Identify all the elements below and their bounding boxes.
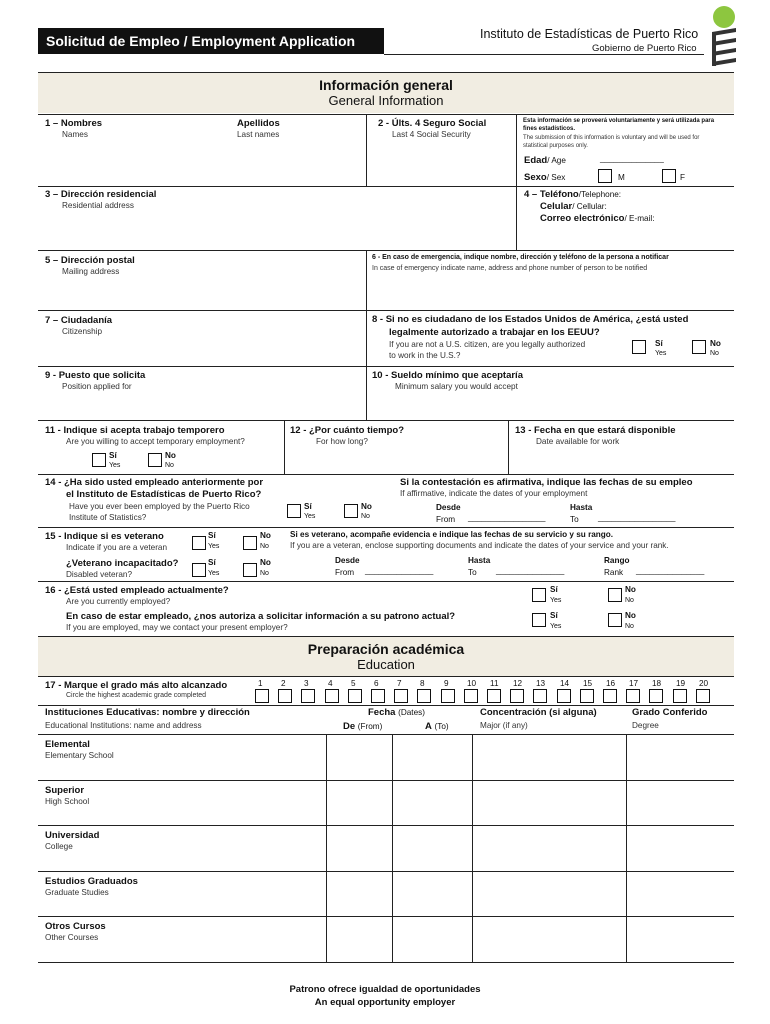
employ-to-label: Hasta (570, 503, 593, 512)
field-14-affirmative: Si la contestación es afirmativa, indique las fechas de su empleo (400, 477, 693, 488)
field-6-label: 6 - En caso de emergencia, indique nombre, dirección y teléfono de la persona a notificar (372, 254, 669, 261)
footer-en: An equal opportunity employer (314, 997, 456, 1008)
employ-from-field[interactable]: _________________ (468, 513, 546, 522)
field-13-sub: Date available for work (536, 437, 620, 446)
col-to-label: A (425, 721, 432, 732)
cellular-label: Celular (540, 201, 573, 212)
education-row-label: Superior (45, 785, 85, 796)
field-3-label: 3 – Dirección residencial (45, 189, 157, 200)
table-row-divider (38, 871, 734, 872)
field-2-label: 2 - Últs. 4 Seguro Social (378, 118, 487, 129)
previous-employ-no-checkbox[interactable] (344, 504, 358, 518)
grade-checkbox[interactable] (278, 689, 292, 703)
table-row-divider (38, 962, 734, 963)
grade-number: 17 (629, 679, 639, 688)
general-info-title-es: Información general (319, 77, 453, 93)
veteran-evidence-note: Si es veterano, acompañe evidencia e indique las fechas de su servicio y su rango. (290, 530, 614, 539)
age-label: Edad (524, 155, 548, 166)
field-12-label: 12 - ¿Por cuánto tiempo? (290, 425, 405, 436)
disabled-veteran-label: ¿Veterano incapacitado? (66, 558, 179, 569)
sex-label: Sexo (524, 172, 547, 183)
grade-number: 19 (676, 679, 686, 688)
grade-number: 7 (397, 679, 402, 688)
field-11-label: 11 - Indique si acepta trabajo temporero (45, 425, 225, 436)
table-row-divider (38, 780, 734, 781)
disabled-yes-checkbox[interactable] (192, 563, 206, 577)
field-8-sub: If you are not a U.S. citizen, are you legally authorized (389, 340, 586, 349)
grade-checkbox[interactable] (603, 689, 617, 703)
previous-employ-yes-checkbox[interactable] (287, 504, 301, 518)
grade-checkbox[interactable] (394, 689, 408, 703)
field-3-sub: Residential address (62, 201, 134, 210)
field-7-sub: Citizenship (62, 327, 103, 336)
field-4-label: 4 – Teléfono (524, 189, 579, 200)
field-8-label: 8 - Si no es ciudadano de los Estados Unidos de América, ¿está usted (372, 314, 689, 325)
education-row-sub: College (45, 842, 73, 851)
field-16-label: 16 - ¿Está usted empleado actualmente? (45, 585, 229, 596)
employ-to-field[interactable]: _________________ (598, 513, 676, 522)
field-7-label: 7 – Ciudadanía (45, 315, 113, 326)
general-info-title-en: General Information (328, 93, 444, 108)
field-12-sub: For how long? (316, 437, 368, 446)
education-row-label: Universidad (45, 830, 100, 841)
field-5-sub: Mailing address (62, 267, 120, 276)
rank-field[interactable]: _______________ (636, 566, 705, 575)
email-label: Correo electrónico (540, 213, 625, 224)
grade-number: 9 (444, 679, 449, 688)
col-degree-sub: Degree (632, 721, 659, 730)
grade-number: 11 (490, 679, 499, 688)
service-from-label: Desde (335, 556, 360, 565)
grade-number: 6 (374, 679, 379, 688)
table-column-divider (626, 734, 627, 962)
service-to-label: Hasta (468, 556, 491, 565)
grade-number: 4 (328, 679, 333, 688)
grade-number: 5 (351, 679, 356, 688)
table-column-divider (472, 734, 473, 962)
field-1-sub: Names (62, 130, 88, 139)
grade-number: 8 (420, 679, 425, 688)
field-15-sub: Indicate if you are a veteran (66, 543, 168, 552)
field-2-sub: Last 4 Social Security (392, 130, 471, 139)
grade-number: 16 (606, 679, 616, 688)
field-6-sub: In case of emergency indicate name, address and phone number of person to be notified (372, 265, 648, 272)
contact-no-checkbox[interactable] (608, 613, 622, 627)
grade-number: 18 (652, 679, 662, 688)
grade-number: 2 (281, 679, 286, 688)
grade-checkbox[interactable] (649, 689, 663, 703)
education-row-label: Elemental (45, 739, 90, 750)
col-degree-label: Grado Conferido (632, 707, 708, 718)
field-14-label: 14 - ¿Ha sido usted empleado anteriormente por (45, 477, 264, 488)
grade-checkbox[interactable] (255, 689, 269, 703)
service-from-field[interactable]: _______________ (365, 566, 434, 575)
grade-number: 3 (304, 679, 309, 688)
field-1-label: 1 – Nombres (45, 118, 103, 129)
grade-number: 13 (536, 679, 546, 688)
temporary-no-checkbox[interactable] (148, 453, 162, 467)
employed-yes-checkbox[interactable] (532, 588, 546, 602)
voluntary-note-es: Esta información se proveerá voluntariamente y será utilizada para fines estadísticos. (523, 118, 715, 132)
grade-number: 20 (699, 679, 709, 688)
grade-number: 15 (583, 679, 593, 688)
authorized-yes-label: Sí (655, 339, 663, 348)
grade-checkbox[interactable] (325, 689, 339, 703)
education-title-en: Education (357, 657, 415, 672)
education-row-sub: Graduate Studies (45, 888, 109, 897)
grade-checkbox[interactable] (464, 689, 478, 703)
grade-checkbox[interactable] (441, 689, 455, 703)
field-14-sub-2: Institute of Statistics? (69, 513, 147, 522)
col-institutions-sub: Educational Institutions: name and address (45, 721, 202, 730)
field-17-sub: Circle the highest academic grade completed (66, 692, 207, 699)
grade-checkbox[interactable] (487, 689, 501, 703)
sex-f-label: F (680, 173, 686, 182)
table-column-divider (392, 734, 393, 962)
authorized-no-checkbox[interactable] (692, 340, 706, 354)
grade-checkbox[interactable] (673, 689, 687, 703)
veteran-no-checkbox[interactable] (243, 536, 257, 550)
sex-m-checkbox[interactable] (598, 169, 612, 183)
contact-employer-sub: If you are employed, may we contact your present employer? (66, 623, 288, 632)
field-17-label: 17 - Marque el grado más alto alcanzado (45, 680, 228, 691)
lastname-label: Apellidos (237, 118, 280, 129)
authorized-yes-checkbox[interactable] (632, 340, 646, 354)
temporary-yes-checkbox[interactable] (92, 453, 106, 467)
employed-no-checkbox[interactable] (608, 588, 622, 602)
authorized-no-label: No (710, 339, 721, 348)
footer-es: Patrono ofrece igualdad de oportunidades (289, 984, 481, 995)
field-16-sub: Are you currently employed? (66, 597, 171, 606)
field-14-affirmative-sub: If affirmative, indicate the dates of your employment (400, 489, 588, 498)
veteran-evidence-sub: If you are a veteran, enclose supporting documents and indicate the dates of your service and your rank. (290, 541, 669, 550)
field-15-label: 15 - Indique si es veterano (45, 531, 164, 542)
field-14-sub: Have you ever been employed by the Puerto Rico (69, 502, 250, 511)
sex-f-checkbox[interactable] (662, 169, 676, 183)
veteran-yes-checkbox[interactable] (192, 536, 206, 550)
sex-m-label: M (618, 173, 625, 182)
field-14-label-2: el Instituto de Estadísticas de Puerto Rico? (66, 489, 262, 500)
col-major-label: Concentración (si alguna) (480, 707, 597, 718)
grade-checkbox[interactable] (557, 689, 571, 703)
employ-from-label: Desde (436, 503, 461, 512)
table-row-divider (38, 916, 734, 917)
contact-yes-checkbox[interactable] (532, 613, 546, 627)
education-row-sub: Elementary School (45, 751, 114, 760)
field-8-label-2: legalmente autorizado a trabajar en los EEUU? (389, 327, 600, 338)
col-from-label: De (343, 721, 356, 732)
grade-number: 10 (467, 679, 477, 688)
table-column-divider (326, 734, 327, 962)
voluntary-note-en: The submission of this information is voluntary and will be used for statistical purposes only. (523, 135, 700, 149)
grade-checkbox[interactable] (417, 689, 431, 703)
field-10-sub: Minimum salary you would accept (395, 382, 518, 391)
grade-number: 12 (513, 679, 523, 688)
field-8-sub-2: to work in the U.S.? (389, 351, 461, 360)
grade-number: 1 (258, 679, 263, 688)
grade-checkbox[interactable] (696, 689, 710, 703)
col-institutions-label: Instituciones Educativas: nombre y dirección (45, 707, 250, 718)
institute-logo-icon (708, 4, 740, 68)
grade-checkbox[interactable] (626, 689, 640, 703)
general-info-header (38, 73, 734, 113)
grade-checkbox[interactable] (510, 689, 524, 703)
education-row-sub: Other Courses (45, 933, 99, 942)
education-title-es: Preparación académica (307, 641, 465, 657)
disabled-veteran-sub: Disabled veteran? (66, 570, 132, 579)
grade-checkbox[interactable] (580, 689, 594, 703)
grade-checkbox[interactable] (301, 689, 315, 703)
age-field[interactable]: ______________ (600, 154, 664, 163)
field-10-label: 10 - Sueldo mínimo que aceptaría (372, 370, 523, 381)
education-row-label: Otros Cursos (45, 921, 106, 932)
field-9-label: 9 - Puesto que solicita (45, 370, 146, 381)
contact-employer-label: En caso de estar empleado, ¿nos autoriza a solicitar información a su patrono actual? (66, 611, 456, 622)
service-to-field[interactable]: _______________ (496, 566, 565, 575)
lastname-sub: Last names (237, 130, 280, 139)
government-name: Gobierno de Puerto Rico (592, 43, 697, 54)
col-dates-label: Fecha (368, 707, 396, 718)
grade-checkbox[interactable] (371, 689, 385, 703)
col-major-sub: Major (if any) (480, 721, 528, 730)
disabled-no-checkbox[interactable] (243, 563, 257, 577)
grade-number: 14 (560, 679, 570, 688)
field-5-label: 5 – Dirección postal (45, 255, 135, 266)
rank-label: Rango (604, 556, 630, 565)
institute-name: Instituto de Estadísticas de Puerto Rico (480, 27, 699, 41)
grade-checkbox[interactable] (348, 689, 362, 703)
field-9-sub: Position applied for (62, 382, 132, 391)
grade-checkbox[interactable] (533, 689, 547, 703)
form-title: Solicitud de Empleo / Employment Application (38, 28, 384, 54)
education-row-label: Estudios Graduados (45, 876, 138, 887)
education-row-sub: High School (45, 797, 90, 806)
field-11-sub: Are you willing to accept temporary employment? (66, 437, 245, 446)
education-header (38, 637, 734, 676)
field-13-label: 13 - Fecha en que estará disponible (515, 425, 676, 436)
table-row-divider (38, 825, 734, 826)
